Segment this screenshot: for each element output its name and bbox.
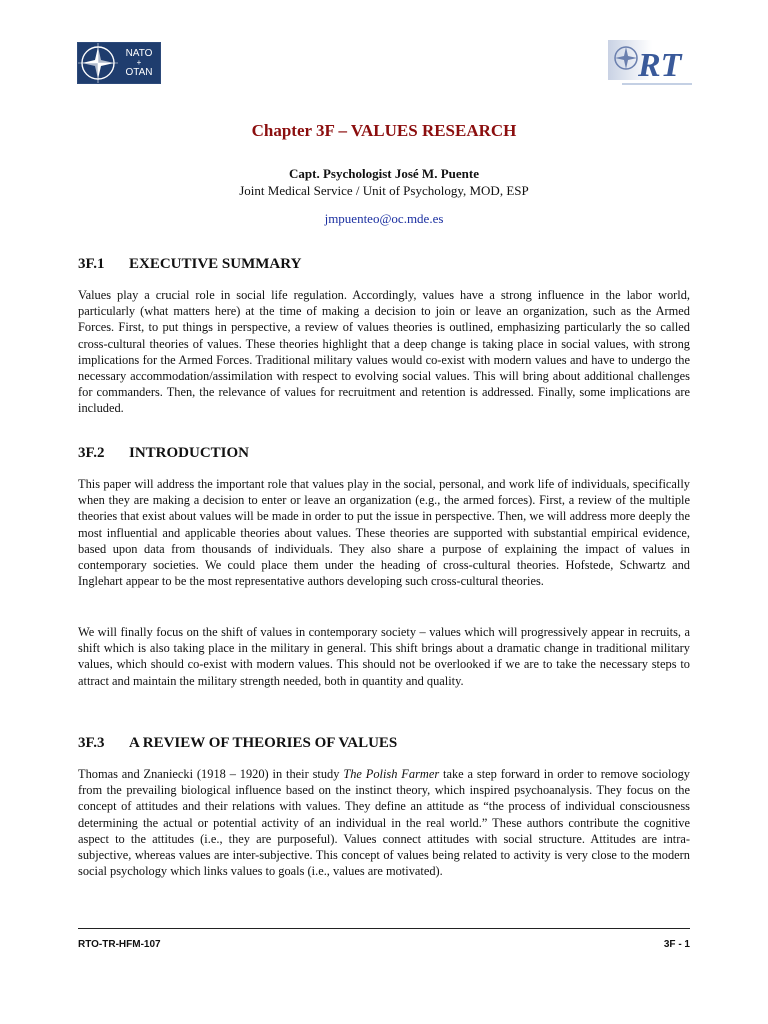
- section-heading-review-of-theories: [78, 735, 397, 752]
- author-name: Capt. Psychologist José M. Puente: [289, 166, 479, 181]
- footer-divider: [78, 928, 690, 929]
- author-affiliation: Joint Medical Service / Unit of Psychology, MOD, ESP: [239, 183, 529, 198]
- section-number: 3F.2: [78, 445, 105, 461]
- logo-text-otan: OTAN: [125, 67, 153, 78]
- chapter-title: Chapter 3F – VALUES RESEARCH: [251, 121, 517, 140]
- section-number: 3F.1: [78, 256, 105, 272]
- section-number: 3F.3: [78, 735, 105, 751]
- review-paragraph: [78, 766, 690, 879]
- logo-text-nato: NATO: [125, 48, 153, 59]
- rto-logo: [608, 38, 696, 88]
- author-email-link[interactable]: jmpuenteo@oc.mde.es: [324, 211, 444, 226]
- section-heading-introduction: [78, 445, 249, 462]
- footer-report-number: RTO-TR-HFM-107: [78, 939, 161, 950]
- introduction-paragraph-2: We will finally focus on the shift of values in contemporary society – values which will progressively appear in recruits, a shift which is also taking place in the military in general. This shift brings about a dramatic change in traditional military values, which should co-exist with modern values. This should not be overlooked if we are to take the necessary steps to attract and maintain the military strength needed, both in quantity and quality.: [78, 625, 690, 688]
- logo-text-separator: +: [136, 58, 142, 67]
- executive-summary-paragraph: Values play a crucial role in social life regulation. Accordingly, values have a strong influence in the labor world, particularly (what matters here) at the time of making a decision to join or leave an organization, such as the Armed Forces. First, to put things in perspective, a review of values theories is outlined, emphasizing particularly the so called cross-cultural theories of values. These theories highlight that a deep change is taking place in social values, with strong implications for the Armed Forces. Traditional military values would co-exist with modern values and have to undergo the necessary accommodation/assimilation with respect to evolving social values. This will bring about additional challenges for commanders. Then, the relevance of values for recruitment and retention is addressed. Finally, some implications are included.: [78, 288, 690, 416]
- review-text-after: take a step forward in order to remove sociology from the prevailing biological influence based on the instinct theory, which inspired psychoanalysis. They focus on the concept of attitudes and their relations with values. They define an attitude as “the process of individual consciousness determining the actual or potential activity of an individual in the real world.” These authors contribute the cognitive aspect to the attitudes (i.e., they are purposeful). Values connect attitudes with social structure. Attitudes are intra-subjective, whereas values are inter-subjective. This concept of values being related to activity is very close to the modern social psychology which links values to goals (i.e., values are motivated).: [78, 767, 691, 879]
- section-title: INTRODUCTION: [129, 445, 250, 461]
- book-title-polish-farmer: The Polish Farmer: [343, 767, 440, 781]
- svg-text:RT: RT: [638, 47, 682, 84]
- review-text-before: Thomas and Znaniecki (1918 – 1920) in their study: [78, 767, 344, 781]
- footer-page-number: 3F - 1: [663, 939, 690, 950]
- nato-compass-star-icon: [78, 43, 118, 83]
- section-title: EXECUTIVE SUMMARY: [129, 256, 302, 272]
- section-title: A REVIEW OF THEORIES OF VALUES: [129, 735, 398, 751]
- section-heading-executive-summary: [78, 256, 301, 273]
- nato-otan-logo: [77, 42, 161, 84]
- introduction-paragraph-1: This paper will address the important role that values play in the social, personal, and work life of individuals, specifically when they are making a decision to enter or leave an organization (e.g., the armed forces). First, a review of the multiple theories that exist about values will be made in order to put the issue in perspective. Then, we will address more deeply the most influential and applicable theories about values. These theories are supported with substantial empirical evidence, based upon data from thousands of individuals. They also share a purpose of explaining the impact of values in contemporary societies. We could place them under the heading of cross-cultural theories. Hofstede, Schwartz and Inglehart appear to be the most representative authors developing such cross-cultural theories.: [78, 477, 690, 589]
